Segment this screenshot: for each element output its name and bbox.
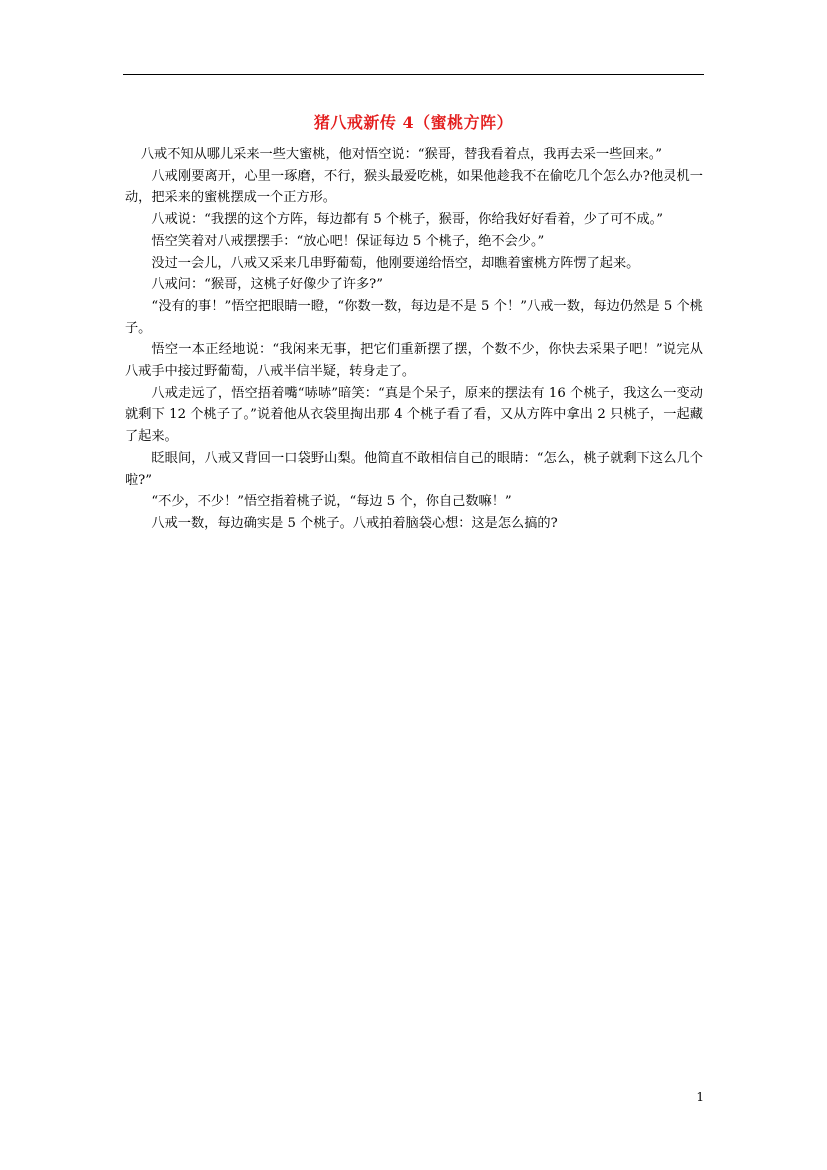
paragraph: “没有的事！”悟空把眼睛一瞪，“你数一数，每边是不是 5 个！”八戒一数，每边仍然是 5 个桃子。	[125, 298, 703, 336]
paragraph: 八戒不知从哪儿采来一些大蜜桃，他对悟空说：“猴哥，替我看着点，我再去采一些回来。”	[140, 147, 663, 162]
paragraph: “不少，不少！”悟空指着桃子说，“每边 5 个，你自己数嘛！”	[151, 494, 512, 510]
paragraph: 悟空一本正经地说：“我闲来无事，把它们重新摆了摆，个数不少，你快去采果子吧！”说完从八戒手中接过野葡萄，八戒半信半疑，转身走了。	[125, 342, 703, 380]
document-body	[125, 144, 703, 535]
document-title: 猪八戒新传 4（蜜桃方阵）	[313, 113, 514, 132]
paragraph: 悟空笑着对八戒摆摆手：“放心吧！保证每边 5 个桃子，绝不会少。”	[151, 233, 545, 249]
paragraph: 没过一会儿，八戒又采来几串野葡萄，他刚要递给悟空，却瞧着蜜桃方阵愣了起来。	[151, 255, 640, 271]
paragraph: 八戒一数，每边确实是 5 个桃子。八戒拍着脑袋心想：这是怎么搞的?	[151, 515, 558, 531]
page-number: 1	[696, 1090, 704, 1104]
paragraph: 八戒走远了，悟空捂着嘴“哧哧”暗笑：“真是个呆子，原来的摆法有 16 个桃子，我这么一变动就剩下 12 个桃子了。”说着他从衣袋里掏出那 4 个桃子看了看，又从方阵中拿出 2 只桃子，一起藏了起来。	[125, 385, 703, 445]
header-rule	[123, 74, 704, 75]
paragraph: 八戒说：“我摆的这个方阵，每边都有 5 个桃子，猴哥，你给我好好看着，少了可不成。”	[151, 212, 663, 228]
paragraph: 八戒问：“猴哥，这桃子好像少了许多?”	[151, 277, 383, 293]
paragraph: 八戒刚要离开，心里一琢磨，不行，猴头最爱吃桃，如果他趁我不在偷吃几个怎么办?他灵机一动，把采来的蜜桃摆成一个正方形。	[125, 168, 703, 206]
paragraph: 眨眼间，八戒又背回一口袋野山梨。他简直不敢相信自己的眼睛：“怎么，桃子就剩下这么几个啦?”	[125, 450, 703, 488]
